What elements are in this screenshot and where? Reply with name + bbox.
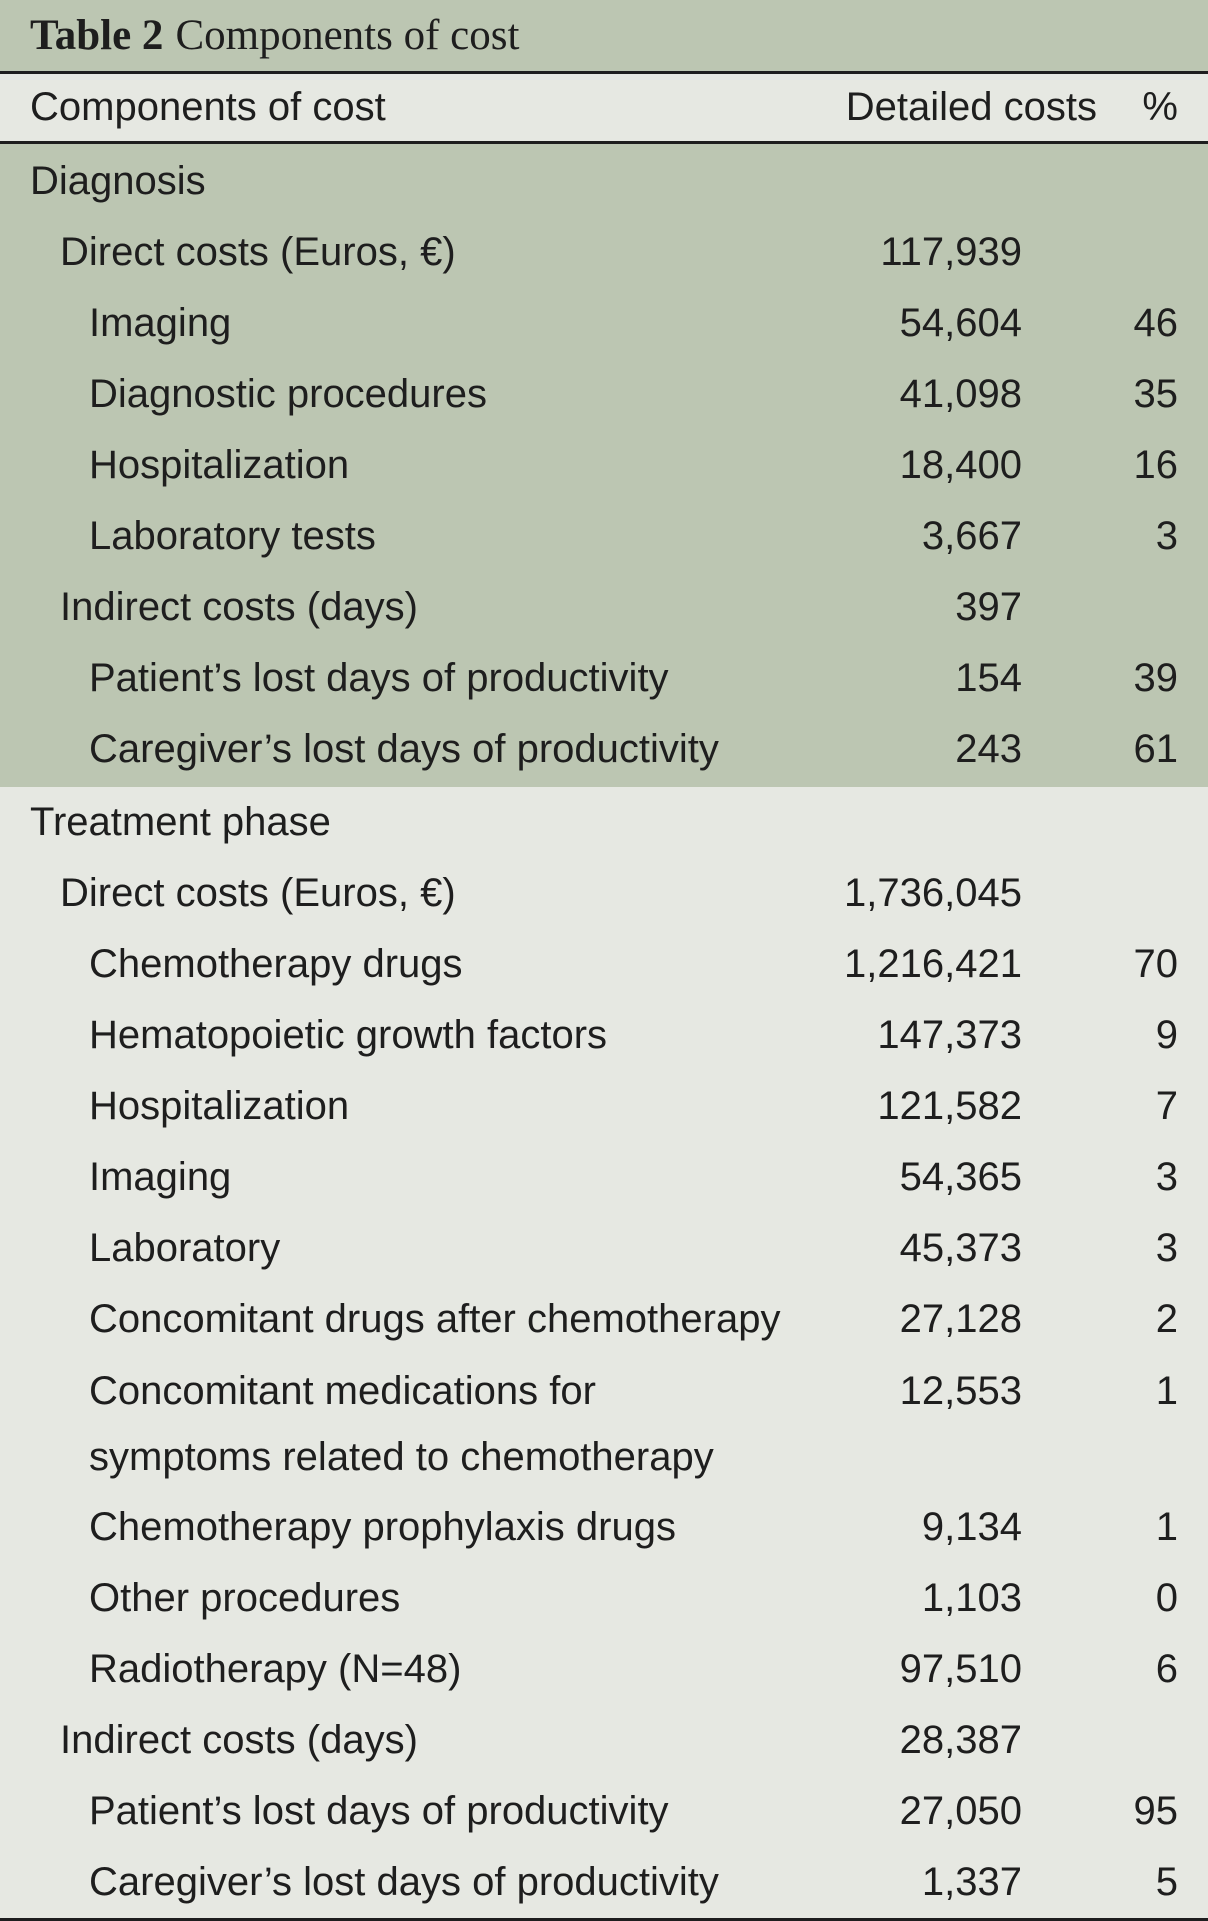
row-label: Hospitalization: [89, 1084, 350, 1128]
table-row: [0, 929, 1208, 1000]
row-label: Chemotherapy prophylaxis drugs: [89, 1505, 676, 1549]
row-value: 54,604: [899, 301, 1022, 345]
row-label-continued: symptoms related to chemotherapy: [89, 1435, 714, 1479]
row-value: 397: [955, 585, 1022, 629]
row-pct: 16: [1133, 443, 1178, 487]
section-treatment-phase: [0, 787, 1208, 1918]
table-header: [0, 74, 1208, 141]
row-label: Laboratory: [89, 1226, 281, 1270]
row-value: 1,216,421: [844, 942, 1022, 986]
table-row: [0, 1776, 1208, 1847]
row-pct: 5: [1155, 1860, 1178, 1904]
row-value: 147,373: [877, 1013, 1022, 1057]
row-label: Direct costs (Euros, €): [60, 230, 456, 274]
row-label: Caregiver’s lost days of productivity: [89, 1860, 719, 1904]
row-label: Imaging: [89, 301, 232, 345]
row-label: Hematopoietic growth factors: [89, 1013, 608, 1057]
row-pct: 6: [1155, 1647, 1178, 1691]
table-row: [0, 1634, 1208, 1705]
section-heading: [0, 787, 1208, 858]
row-label: Imaging: [89, 1155, 232, 1199]
table-row: [0, 1000, 1208, 1071]
row-value: 27,128: [899, 1297, 1022, 1341]
row-pct: 9: [1155, 1013, 1178, 1057]
table-row: [0, 1355, 1208, 1492]
row-label: Diagnostic procedures: [89, 372, 487, 416]
table-row: [0, 501, 1208, 572]
row-label: Caregiver’s lost days of productivity: [89, 727, 719, 771]
row-value: 243: [955, 727, 1022, 771]
table-row: [0, 1071, 1208, 1142]
row-label: Concomitant drugs after chemotherapy: [89, 1297, 781, 1341]
section-title: Treatment phase: [30, 800, 331, 844]
row-pct: 7: [1155, 1084, 1178, 1128]
row-label: Concomitant medications for: [89, 1369, 596, 1413]
row-pct: 1: [1155, 1369, 1178, 1413]
table-label: Table 2: [30, 12, 164, 59]
table-title: Components of cost: [175, 12, 520, 59]
row-label: Patient’s lost days of productivity: [89, 1789, 669, 1833]
row-label: Direct costs (Euros, €): [60, 871, 456, 915]
row-value: 28,387: [899, 1718, 1022, 1762]
table-row: [0, 288, 1208, 359]
section-diagnosis: [0, 144, 1208, 787]
table-row: [0, 714, 1208, 785]
row-pct: 3: [1155, 1155, 1178, 1199]
row-pct: 39: [1133, 656, 1178, 700]
row-value: 41,098: [899, 372, 1022, 416]
header-percent: %: [1142, 85, 1178, 129]
row-value: 154: [955, 656, 1022, 700]
table-row: [0, 1563, 1208, 1634]
row-pct: 61: [1133, 727, 1178, 771]
row-value: 121,582: [877, 1084, 1022, 1128]
row-label: Indirect costs (days): [60, 585, 418, 629]
table-row: [0, 643, 1208, 714]
row-pct: 95: [1133, 1789, 1178, 1833]
row-pct: 3: [1155, 514, 1178, 558]
row-pct: 3: [1155, 1226, 1178, 1270]
row-value: 3,667: [921, 514, 1022, 558]
row-value: 117,939: [880, 230, 1022, 274]
row-pct: 2: [1155, 1297, 1178, 1341]
table-row: [0, 430, 1208, 501]
section-heading: [0, 146, 1208, 217]
header-detailed-costs: Detailed costs: [845, 85, 1097, 129]
row-label: Laboratory tests: [89, 514, 376, 558]
table-row: [0, 1213, 1208, 1284]
row-value: 1,337: [921, 1860, 1022, 1904]
row-label: Other procedures: [89, 1576, 401, 1620]
table-row: [0, 1705, 1208, 1776]
row-value: 54,365: [899, 1155, 1022, 1199]
table-row: [0, 217, 1208, 288]
row-value: 12,553: [899, 1369, 1022, 1413]
row-value: 45,373: [899, 1226, 1022, 1270]
row-value: 1,736,045: [844, 871, 1022, 915]
row-pct: 0: [1155, 1576, 1178, 1620]
row-label: Hospitalization: [89, 443, 350, 487]
row-pct: 35: [1133, 372, 1178, 416]
table-row: [0, 858, 1208, 929]
row-value: 97,510: [899, 1647, 1022, 1691]
row-value: 27,050: [899, 1789, 1022, 1833]
row-label: Radiotherapy (N=48): [89, 1647, 462, 1691]
header-components: Components of cost: [30, 85, 386, 129]
table-row: [0, 359, 1208, 430]
row-pct: 70: [1133, 942, 1178, 986]
row-value: 18,400: [899, 443, 1022, 487]
table-row: [0, 572, 1208, 643]
row-value: 9,134: [921, 1505, 1022, 1549]
row-label-multiline: [0, 1355, 800, 1490]
table-row: [0, 1847, 1208, 1918]
row-pct: 1: [1155, 1505, 1178, 1549]
row-label: Chemotherapy drugs: [89, 942, 463, 986]
row-value: 1,103: [921, 1576, 1022, 1620]
row-label: Patient’s lost days of productivity: [89, 656, 669, 700]
row-pct: 46: [1133, 301, 1178, 345]
table-row: [0, 1142, 1208, 1213]
section-title: Diagnosis: [30, 159, 206, 203]
table-row: [0, 1284, 1208, 1355]
row-label: Indirect costs (days): [60, 1718, 418, 1762]
table-row: [0, 1492, 1208, 1563]
table-caption: [0, 0, 1208, 71]
